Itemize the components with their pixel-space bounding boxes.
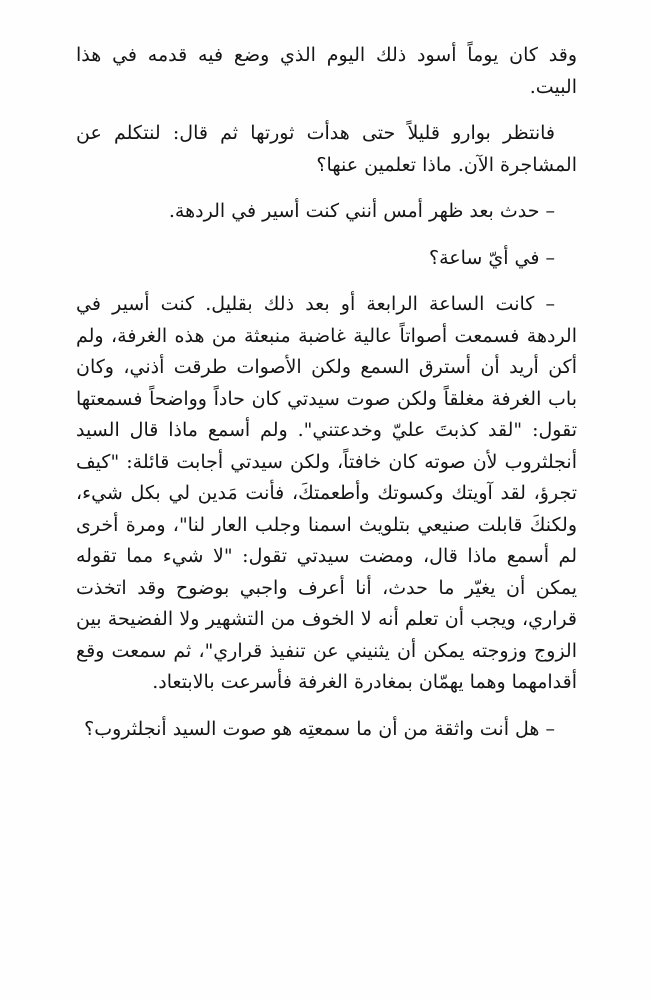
dialog-paragraph: – هل أنت واثقة من أن ما سمعتِه هو صوت السيد أنجلثروب؟: [84, 717, 555, 740]
dialog-paragraph: – كانت الساعة الرابعة أو بعد ذلك بقليل. كنت أسير في الردهة فسمعت أصواتاً عالية غاضبة منبعثة من هذه الغرفة، ولم أكن أريد أن أسترق السمع ولكن الأصوات طرقت أذني، وكان باب الغرفة مغلقاً ولكن صوت سيدتي كان حاداً وواضحاً فسمعتها تقول: "لقد كذبتَ عليّ وخدعتني". ولم أسمع ماذا قال السيد أنجلثروب لأن صوته كان خافتاً، ولكن سيدتي أجابت قائلة: "كيف تجرؤ، لقد آويتك وكسوتك وأطعمتكَ، فأنت مَدين لي بكل شيء، ولكنكَ قابلت صنيعي بتلويث اسمنا وجلب العار لنا"، ومرة أخرى لم أسمع ماذا قال، ومضت سيدتي تقول: "لا شيء مما تقوله يمكن أن يغيّر ما حدث، أنا أعرف واجبي بوضوح وقد اتخذت قراري، ويجب أن تعلم أنه لا الخوف من التشهير ولا الفضيحة بين الزوج وزوجته يمكن أن يثنيني عن تنفيذ قراري"، ثم سمعت وقع أقدامهما وهما يهمّان بمغادرة الغرفة فأسرعت بالابتعاد.: [76, 293, 577, 693]
page-body-text: [76, 40, 577, 760]
dialog-line: – في أيّ ساعة؟: [428, 246, 555, 269]
dialog-line: – حدث بعد ظهر أمس أنني كنت أسير في الردهة.: [168, 200, 555, 222]
paragraph-continuation: وقد كان يوماً أسود ذلك اليوم الذي وضع فيه قدمه في هذا البيت.: [76, 44, 577, 98]
paragraph-narration: فانتظر بوارو قليلاً حتى هدأت ثورتها ثم قال: لنتكلم عن المشاجرة الآن. ماذا تعلمين عنها؟: [76, 122, 577, 176]
